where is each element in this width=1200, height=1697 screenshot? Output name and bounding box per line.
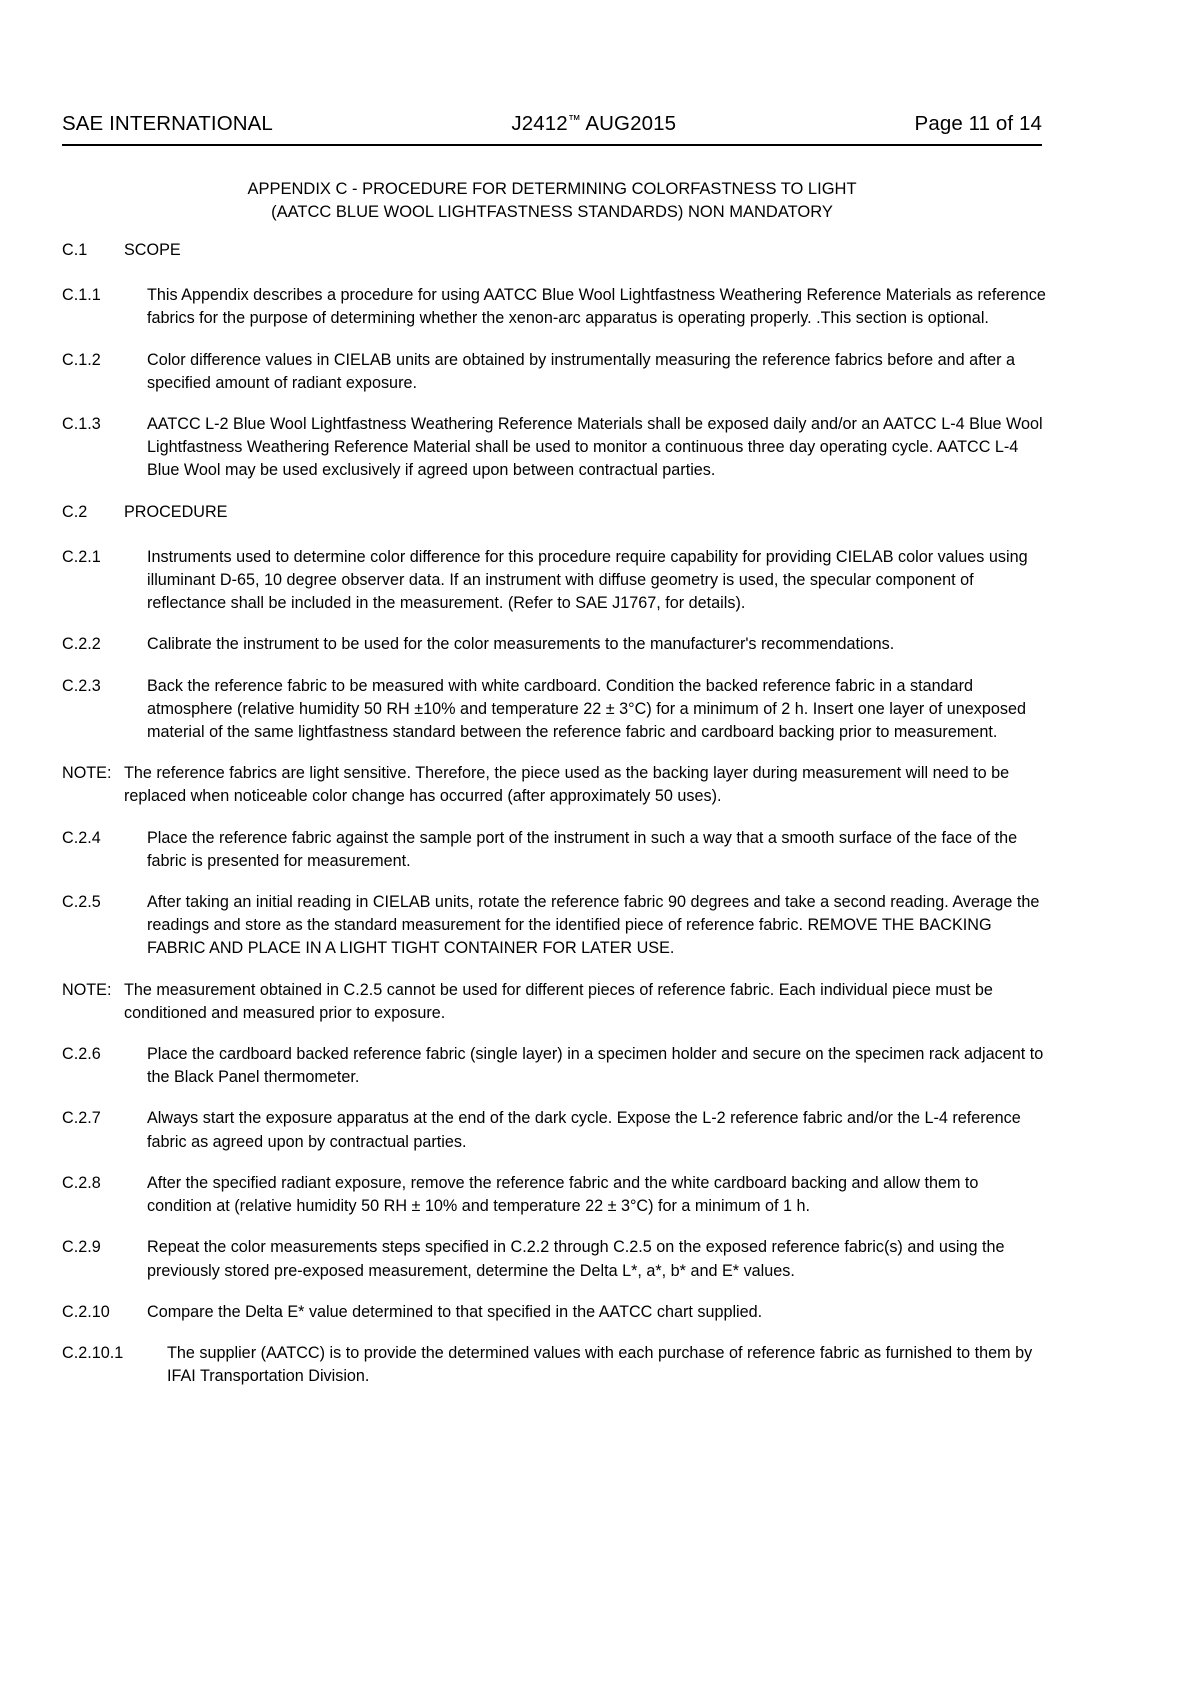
appendix-title-line-2: (AATCC BLUE WOOL LIGHTFASTNESS STANDARDS) NON MANDATORY: [271, 203, 833, 221]
clause-row: [62, 1342, 1047, 1388]
clause-row: [62, 1043, 1047, 1089]
clause-number: C.2.4: [62, 828, 101, 847]
clause-number: C.1.2: [62, 350, 101, 369]
clause-text: The measurement obtained in C.2.5 cannot be used for different pieces of reference fabric. Each individual piece must be conditioned and measured prior to exposure.: [124, 980, 993, 1022]
clause-row: [62, 284, 1047, 330]
note-block: [62, 762, 1047, 808]
clause-row: [62, 1301, 1047, 1324]
clause-text: The supplier (AATCC) is to provide the determined values with each purchase of reference fabric as furnished to them by IFAI Transportation Division.: [167, 1343, 1033, 1386]
note-block: [62, 979, 1047, 1025]
clause-text: Back the reference fabric to be measured with white cardboard. Condition the backed reference fabric in a standard atmosphere (relative humidity 50 RH ±10% and temperature 22 ± 3°C) for a minimum of 2 h. Insert one layer of unexposed material of the same lightfastness standard between the reference fabric and cardboard backing prior to measurement.: [147, 676, 1027, 742]
header-page-number: Page 11 of 14: [914, 112, 1042, 135]
header-document-id: [273, 112, 915, 136]
clause-number: C.1.1: [62, 286, 101, 305]
clause-number: C.2.10.1: [62, 1343, 124, 1362]
header-organization: SAE INTERNATIONAL: [62, 112, 273, 135]
clause-number: C.2.7: [62, 1109, 101, 1128]
clause-text: Place the reference fabric against the sample port of the instrument in such a way that a smooth surface of the face of the fabric is presented for measurement.: [147, 828, 1018, 870]
trademark-icon: ™: [567, 112, 581, 128]
clause-text: Instruments used to determine color difference for this procedure require capability for providing CIELAB color values using illuminant D-65, 10 degree observer data. If an instrument with diffuse geometry is used, the specular component of reflectance shall be included in the measurement. (Refer to SAE J1767, for details).: [147, 547, 1028, 613]
clause-row: [62, 546, 1047, 616]
clause-number: C.1: [62, 241, 88, 259]
clause-number: C.2.10: [62, 1302, 110, 1321]
section-heading: [62, 239, 1047, 262]
clause-text: Color difference values in CIELAB units are obtained by instrumentally measuring the reference fabrics before and after a specified amount of radiant exposure.: [147, 350, 1016, 392]
appendix-title: [62, 178, 1042, 224]
clause-number: C.2.1: [62, 547, 101, 566]
clause-text: Repeat the color measurements steps specified in C.2.2 through C.2.5 on the exposed reference fabric(s) and using the previously stored pre-exposed measurement, determine the Delta L*, a*, b* and E* values.: [147, 1238, 1005, 1280]
appendix-title-line-1: APPENDIX C - PROCEDURE FOR DETERMINING COLORFASTNESS TO LIGHT: [247, 180, 857, 198]
clause-row: [62, 633, 1047, 656]
clause-text: AATCC L-2 Blue Wool Lightfastness Weathering Reference Materials shall be exposed daily and/or an AATCC L-4 Blue Wool Lightfastness Weathering Reference Material shall be used to monitor a continuous three day operating cycle. AATCC L-4 Blue Wool may be used exclusively if agreed upon between contractual parties.: [147, 415, 1043, 480]
clause-row: [62, 1172, 1047, 1218]
clause-text: Place the cardboard backed reference fabric (single layer) in a specimen holder and secure on the specimen rack adjacent to the Black Panel thermometer.: [147, 1045, 1044, 1087]
header-document-date: AUG2015: [580, 112, 677, 135]
clause-number: C.2.2: [62, 635, 101, 654]
section-heading: [62, 501, 1047, 524]
clause-text: This Appendix describes a procedure for using AATCC Blue Wool Lightfastness Weathering Reference Materials as reference fabrics for the purpose of determining whether the xenon-arc apparatus is operating properly. .This section is optional.: [147, 286, 1046, 328]
clause-text: After taking an initial reading in CIELAB units, rotate the reference fabric 90 degrees and take a second reading. Average the readings and store as the standard measurement for the identified piece of reference fabric. REMOVE THE BACKING FABRIC AND PLACE IN A LIGHT TIGHT CONTAINER FOR LATER USE.: [147, 893, 1040, 958]
section-title: PROCEDURE: [124, 502, 228, 521]
clause-row: [62, 675, 1047, 745]
clause-number: C.2.5: [62, 893, 101, 912]
clause-row: [62, 827, 1047, 873]
clause-text: Compare the Delta E* value determined to that specified in the AATCC chart supplied.: [147, 1302, 763, 1321]
page-header: [62, 112, 1042, 146]
clause-text: After the specified radiant exposure, remove the reference fabric and the white cardboard backing and allow them to condition at (relative humidity 50 RH ± 10% and temperature 22 ± 3°C) for a minimum of 1 h.: [147, 1173, 979, 1216]
clause-number: C.2: [62, 502, 88, 521]
clause-text: Calibrate the instrument to be used for the color measurements to the manufacturer's recommendations.: [147, 635, 895, 654]
document-body: [62, 239, 1047, 1406]
clause-number: C.1.3: [62, 415, 101, 434]
clause-row: [62, 349, 1047, 395]
clause-number: C.2.9: [62, 1238, 101, 1257]
clause-text: Always start the exposure apparatus at the end of the dark cycle. Expose the L-2 reference fabric and/or the L-4 reference fabric as agreed upon by contractual parties.: [147, 1109, 1021, 1151]
clause-number: C.2.6: [62, 1045, 101, 1064]
note-label: NOTE:: [62, 980, 112, 999]
clause-row: [62, 891, 1047, 961]
clause-row: [62, 1107, 1047, 1153]
clause-text: The reference fabrics are light sensitive. Therefore, the piece used as the backing layer during measurement will need to be replaced when noticeable color change has occurred (after approximately 50 uses).: [124, 764, 1010, 806]
clause-number: C.2.8: [62, 1173, 101, 1192]
header-document-number: J2412: [511, 112, 568, 135]
note-label: NOTE:: [62, 764, 112, 783]
clause-row: [62, 1236, 1047, 1282]
section-title: SCOPE: [124, 241, 181, 259]
clause-number: C.2.3: [62, 676, 101, 695]
clause-row: [62, 413, 1047, 483]
